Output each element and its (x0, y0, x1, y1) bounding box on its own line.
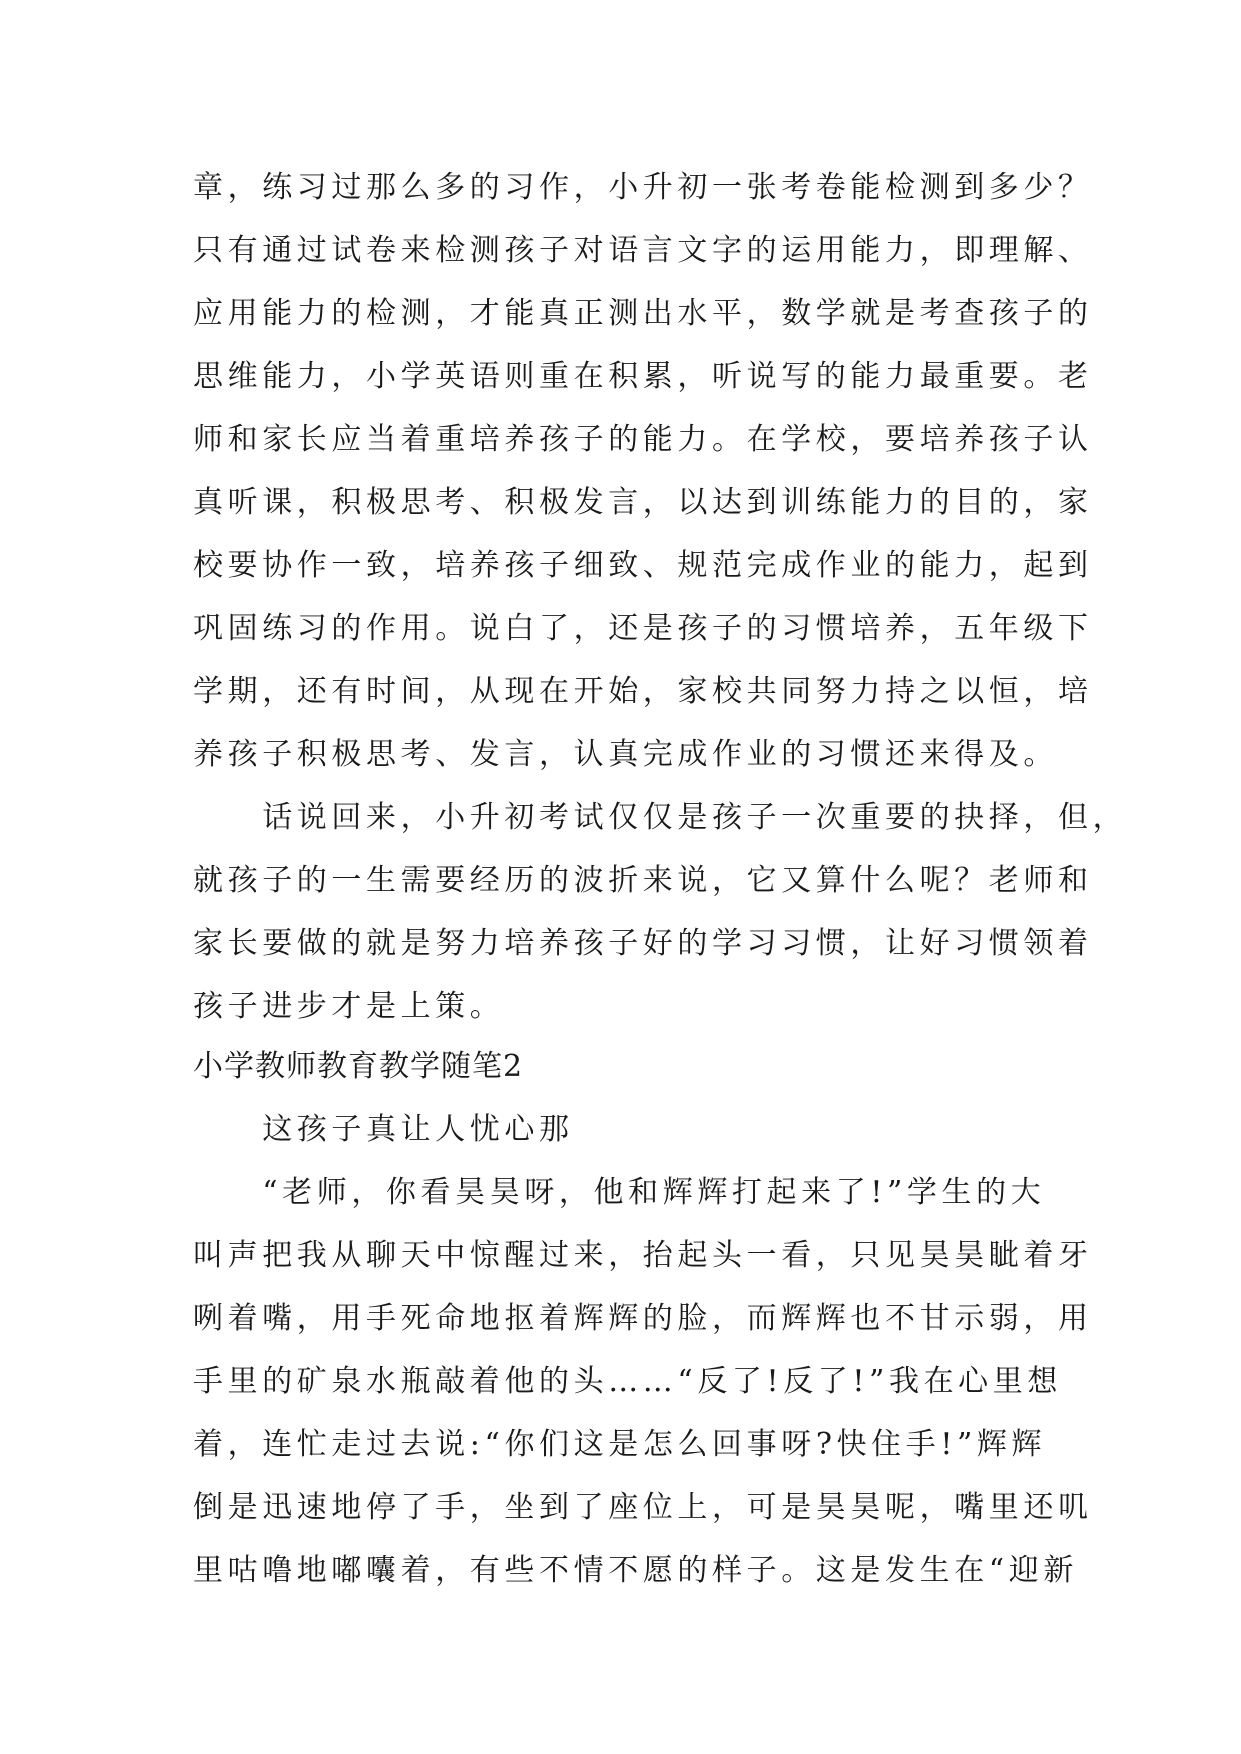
text-line: 学期，还有时间，从现在开始，家校共同努力持之以恒，培 (193, 674, 1093, 709)
text-line: 师和家长应当着重培养孩子的能力。在学校，要培养孩子认 (193, 422, 1093, 457)
text-line: 校要协作一致，培养孩子细致、规范完成作业的能力，起到 (193, 548, 1093, 583)
text-line: 倒是迅速地停了手，坐到了座位上，可是昊昊呢，嘴里还叽 (193, 1490, 1093, 1525)
section-subtitle: 这孩子真让人忧心那 (193, 1112, 574, 1147)
text-line: 章，练习过那么多的习作，小升初一张考卷能检测到多少？ (193, 170, 1093, 205)
text-line: 真听课，积极思考、积极发言，以达到训练能力的目的，家 (193, 485, 1093, 520)
text-line: 家长要做的就是努力培养孩子好的学习习惯，让好习惯领着 (193, 926, 1093, 961)
text-line: “老师，你看昊昊呀，他和辉辉打起来了!”学生的大 (193, 1175, 1046, 1210)
text-line: 孩子进步才是上策。 (193, 989, 505, 1024)
text-line: 应用能力的检测，才能真正测出水平，数学就是考查孩子的 (193, 296, 1093, 331)
text-line: 叫声把我从聊天中惊醒过来，抬起头一看，只见昊昊眦着牙 (193, 1238, 1093, 1273)
text-line: 巩固练习的作用。说白了，还是孩子的习惯培养，五年级下 (193, 611, 1093, 646)
text-line: 思维能力，小学英语则重在积累，听说写的能力最重要。老 (193, 359, 1093, 394)
text-line: 就孩子的一生需要经历的波折来说，它又算什么呢？老师和 (193, 863, 1093, 898)
text-line: 手里的矿泉水瓶敲着他的头……“反了!反了!”我在心里想 (193, 1364, 1062, 1399)
section-heading: 小学教师教育教学随笔2 (193, 1049, 524, 1084)
text-line: 话说回来，小升初考试仅仅是孩子一次重要的抉择，但， (193, 800, 1128, 835)
text-line: 咧着嘴，用手死命地抠着辉辉的脸，而辉辉也不甘示弱，用 (193, 1301, 1093, 1336)
text-line: 着，连忙走过去说:“你们这是怎么回事呀?快住手!”辉辉 (193, 1427, 1047, 1462)
essay-body-section-1 (193, 156, 1128, 1038)
essay-body-section-2 (193, 1035, 1093, 1602)
text-line: 养孩子积极思考、发言，认真完成作业的习惯还来得及。 (193, 737, 1058, 772)
text-line: 只有通过试卷来检测孩子对语言文字的运用能力，即理解、 (193, 233, 1093, 268)
text-line: 里咕噜地嘟囔着，有些不情不愿的样子。这是发生在“迎新 (193, 1553, 1078, 1588)
